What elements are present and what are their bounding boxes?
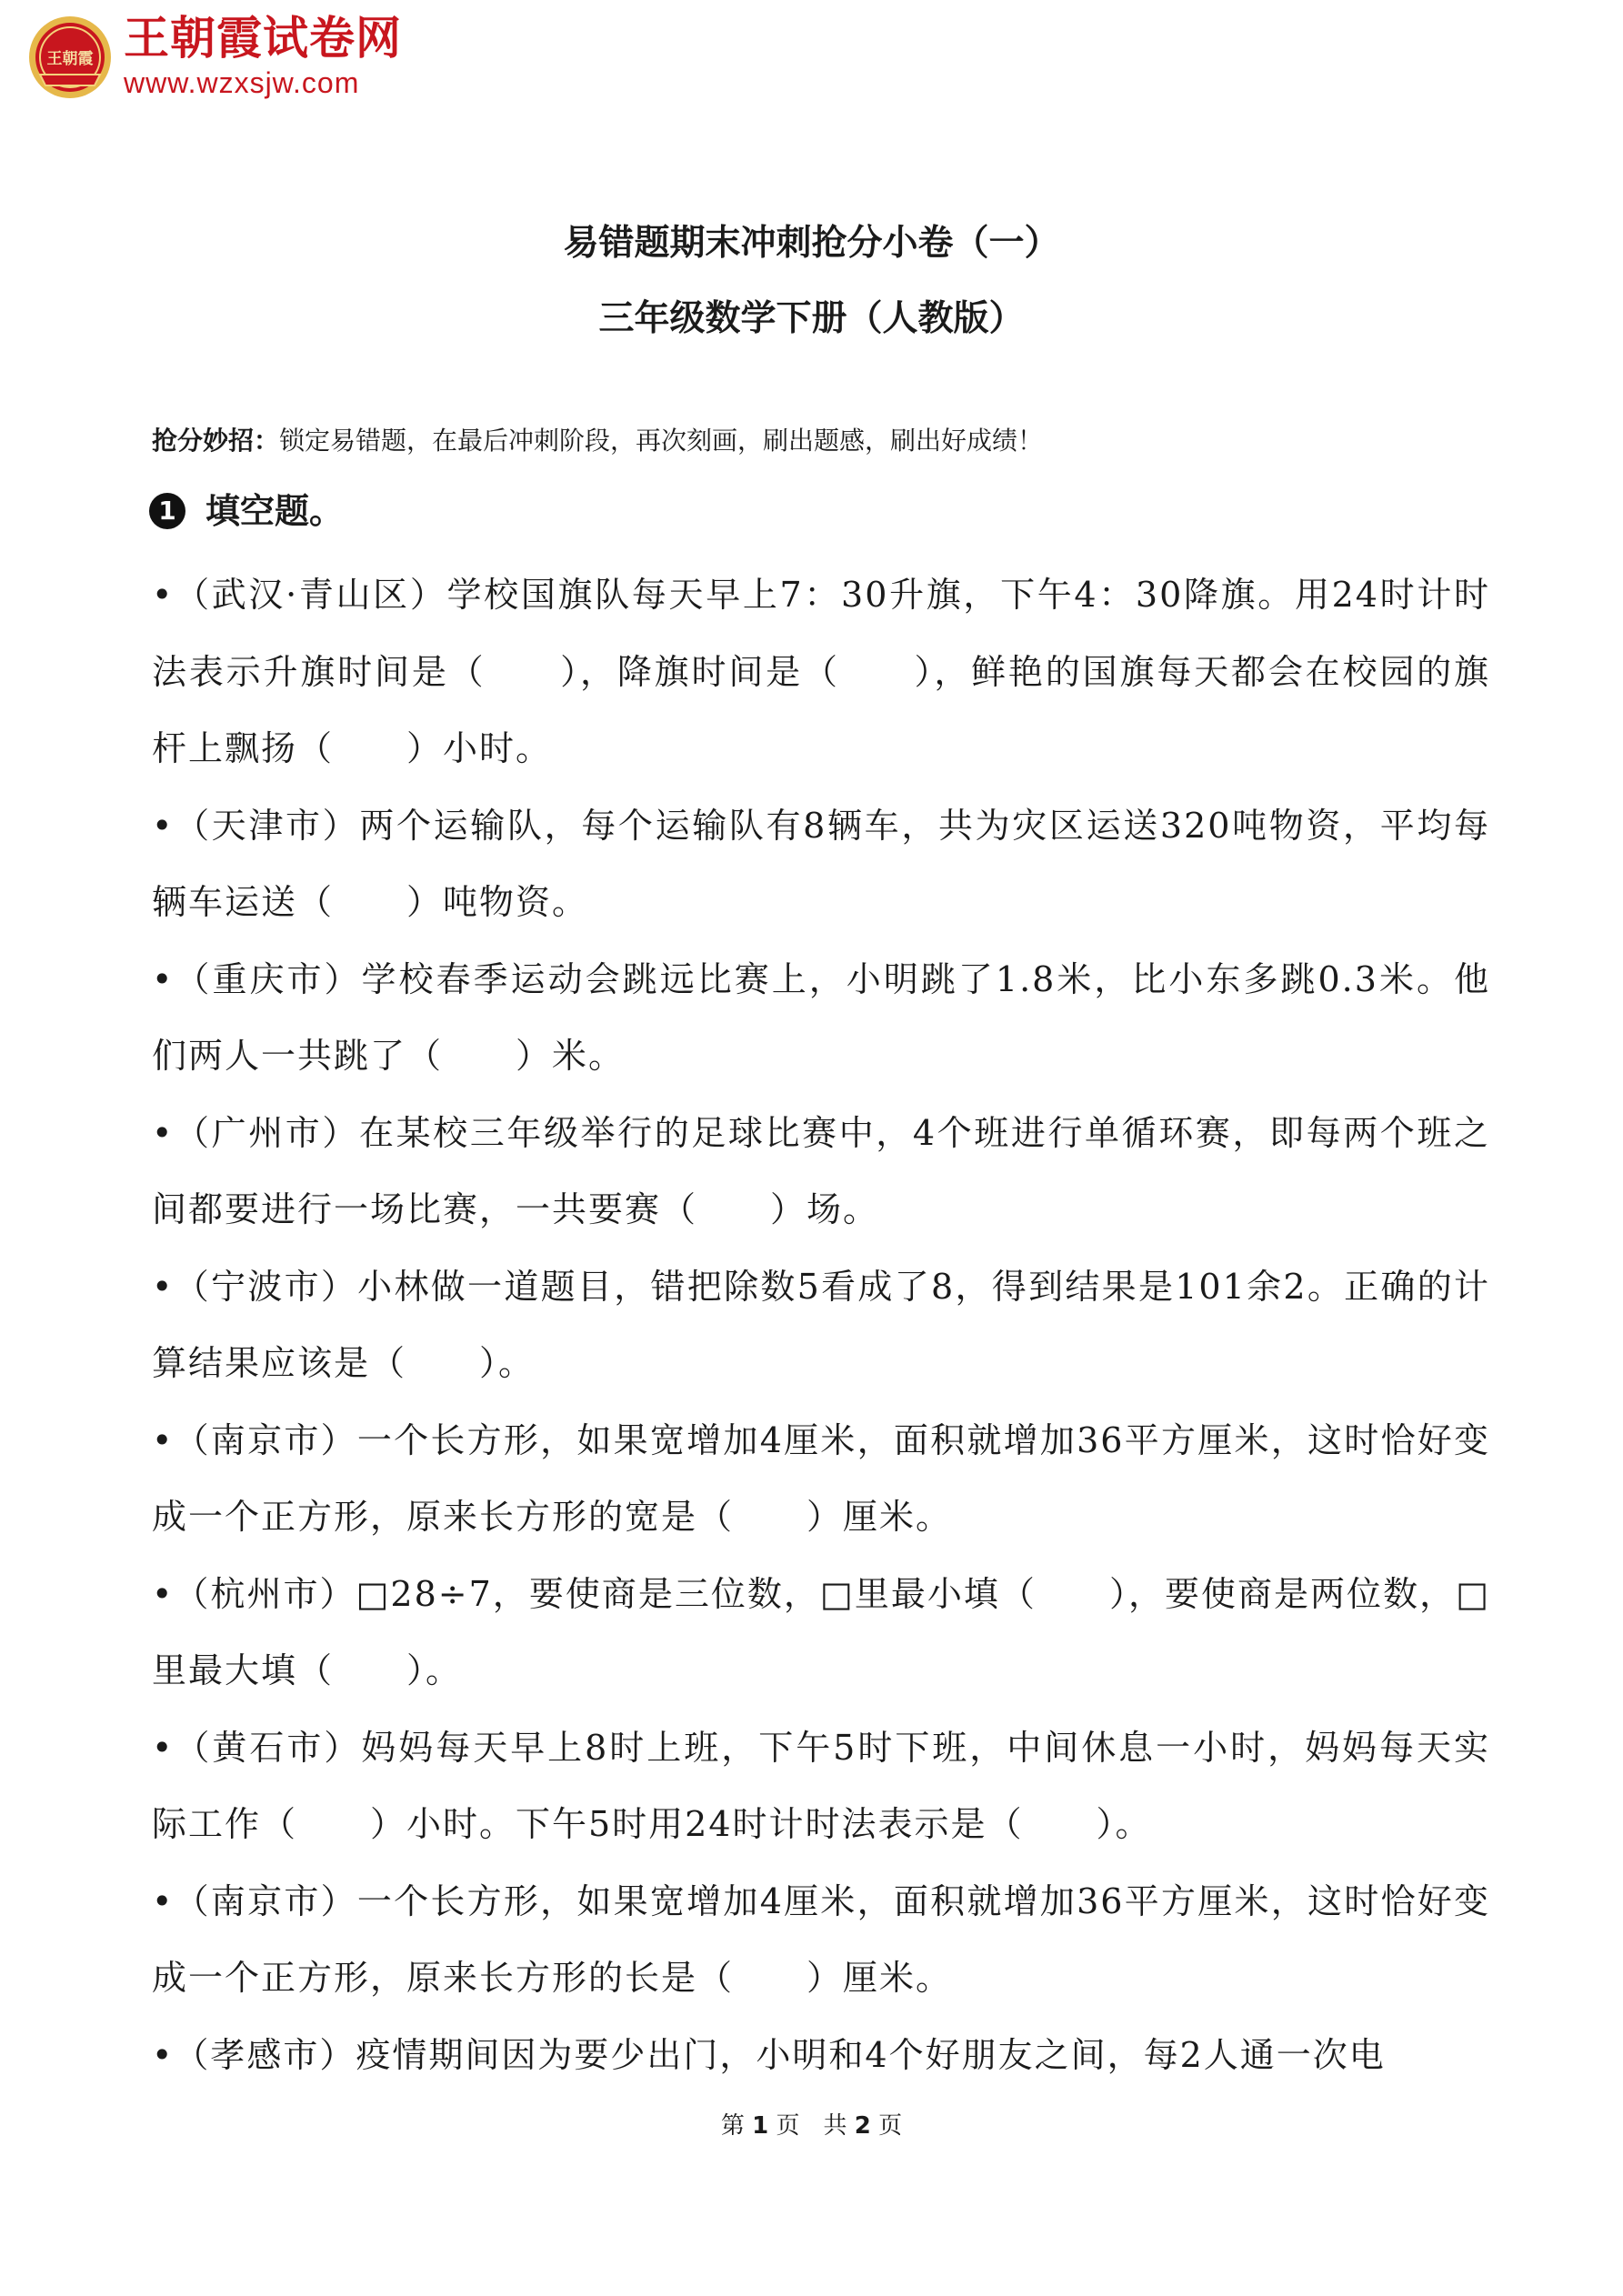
footer-suffix: 页 (878, 2112, 903, 2140)
question-item: •（南京市）一个长方形，如果宽增加4厘米，面积就增加36平方厘米，这时恰好变成一个正方形，原来长方形的宽是（ ）厘米。 (152, 1419, 1490, 1537)
footer-prefix: 第 (720, 2112, 745, 2140)
question-item: •（重庆市）学校春季运动会跳远比赛上，小明跳了1.8米，比小东多跳0.3米。他们两人一共跳了（ ）米。 (152, 958, 1490, 1076)
total-page-number: 2 (854, 2112, 871, 2140)
tip-label: 抢分妙招： (152, 426, 280, 456)
question-item: •（宁波市）小林做一道题目，错把除数5看成了8，得到结果是101余2。正确的计算结果应该是（ ）。 (152, 1266, 1490, 1383)
question-item: •（杭州市）□28÷7，要使商是三位数，□里最小填（ ），要使商是两位数，□里最大填（ ）。 (152, 1573, 1490, 1690)
current-page-number: 1 (752, 2112, 769, 2140)
question-item: •（广州市）在某校三年级举行的足球比赛中，4个班进行单循环赛，即每两个班之间都要进行一场比赛，一共要赛（ ）场。 (152, 1112, 1490, 1229)
question-item: •（武汉·青山区）学校国旗队每天早上7：30升旗，下午4：30降旗。用24时计时法表示升旗时间是（ ），降旗时间是（ ），鲜艳的国旗每天都会在校园的旗杆上飘扬（ ）小时。 (152, 575, 1490, 768)
question-item: •（南京市）一个长方形，如果宽增加4厘米，面积就增加36平方厘米，这时恰好变成一个正方形，原来长方形的长是（ ）厘米。 (152, 1880, 1490, 1998)
section-title: 填空题。 (205, 491, 345, 531)
page-title: 易错题期末冲刺抢分小卷（一） (563, 223, 1060, 264)
section-number-badge: 1 (149, 493, 185, 529)
page-footer (0, 2110, 1623, 2142)
question-item: •（孝感市）疫情期间因为要少出门，小明和4个好朋友之间，每2人通一次电 (152, 2034, 1386, 2075)
question-item: •（天津市）两个运输队，每个运输队有8辆车，共为灾区运送320吨物资，平均每辆车运送（ ）吨物资。 (152, 805, 1490, 922)
tip-line (152, 423, 1043, 459)
question-item: •（黄石市）妈妈每天早上8时上班，下午5时下班，中间休息一小时，妈妈每天实际工作（ ）小时。下午5时用24时计时法表示是（ ）。 (152, 1727, 1490, 1844)
brand-name: 王朝霞试卷网 (124, 12, 402, 65)
seal-text: 王朝霞 (46, 50, 94, 68)
seal-icon (27, 15, 113, 100)
tip-text: 锁定易错题，在最后冲刺阶段，再次刻画，刷出题感，刷出好成绩！ (279, 426, 1044, 456)
question-list (152, 556, 1490, 2093)
footer-middle: 页 共 (776, 2112, 847, 2140)
brand-url[interactable]: www.wzxsjw.com (124, 66, 360, 99)
site-logo (25, 9, 416, 109)
page-subtitle: 三年级数学下册（人教版） (598, 298, 1025, 339)
